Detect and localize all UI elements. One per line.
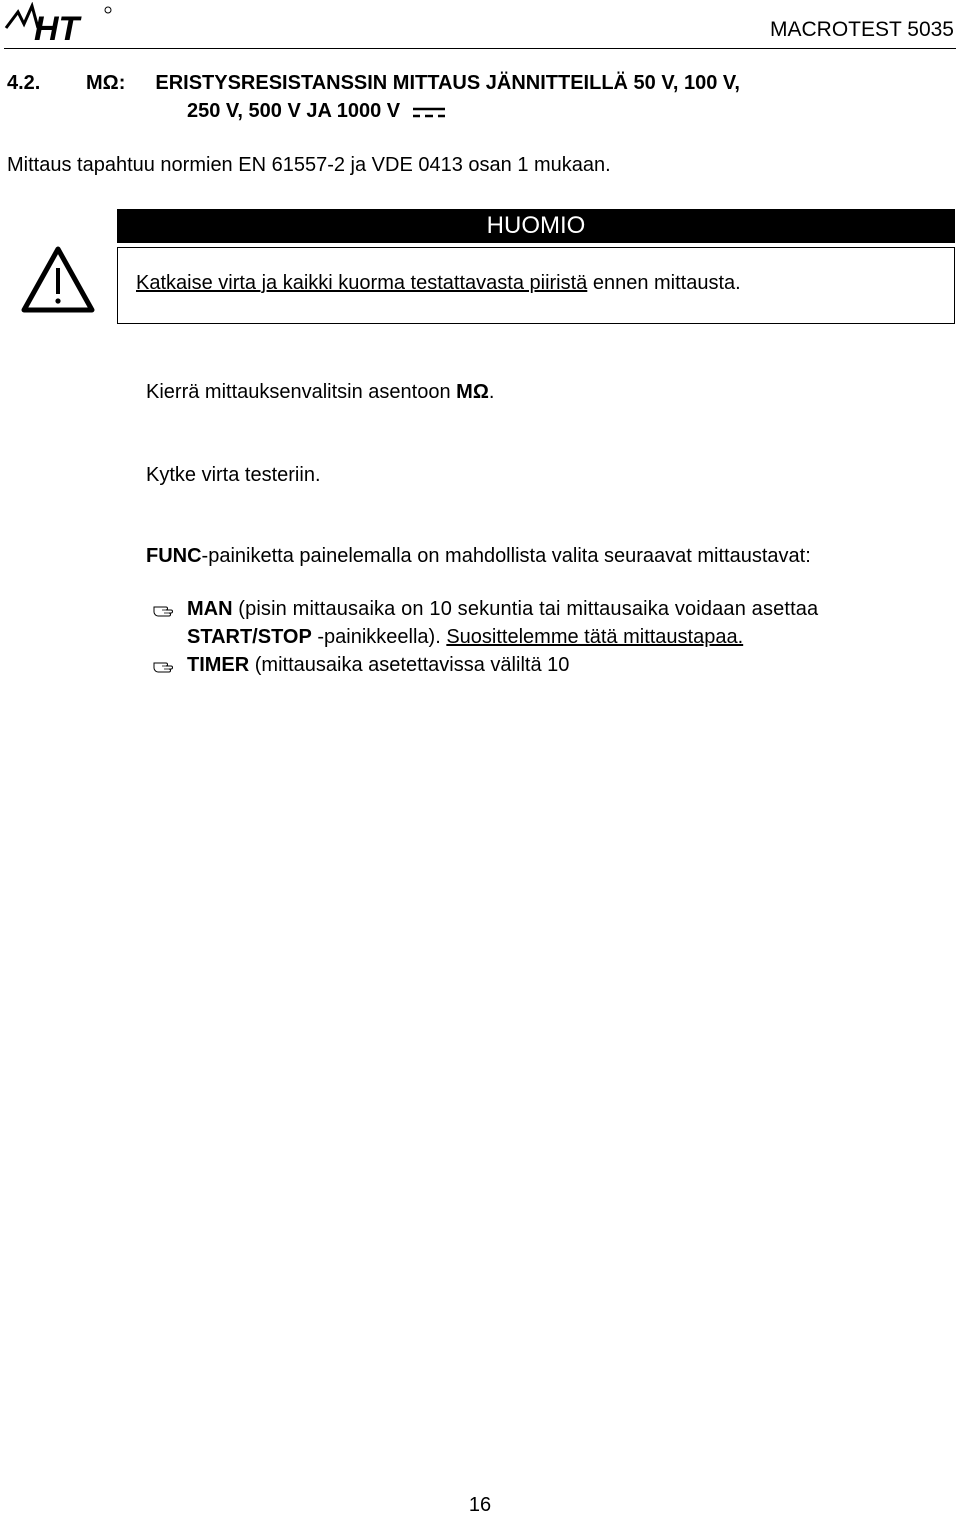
- step-func: [146, 545, 811, 568]
- func-text: -painiketta painelemalla on mahdollista valita seuraavat mittaustavat:: [201, 545, 811, 567]
- step-rotate-symbol: MΩ: [456, 381, 489, 403]
- mode-timer-text: (mittausaika asetettavissa väliltä 10: [249, 654, 570, 676]
- section-title-text-2: 250 V, 500 V JA 1000 V: [187, 100, 401, 122]
- step-rotate-suffix: .: [488, 381, 495, 403]
- mode-man-key: MAN: [187, 598, 233, 620]
- section-number: 4.2.: [7, 72, 41, 94]
- warning-triangle-icon: [20, 244, 96, 314]
- func-key-label: FUNC: [146, 545, 202, 567]
- mode-man-line2: [187, 626, 743, 649]
- step-rotate-selector: [146, 381, 494, 404]
- pointing-hand-icon: [153, 659, 175, 673]
- page-number: 16: [468, 1494, 492, 1516]
- step-power-on: Kytke virta testeriin.: [146, 464, 321, 486]
- model-name: MACROTEST 5035: [769, 18, 954, 41]
- intro-text: Mittaus tapahtuu normien EN 61557-2 ja VDE 0413 osan 1 mukaan.: [7, 154, 611, 176]
- section-symbol: MΩ:: [86, 72, 126, 94]
- mode-man-text-2: -painikkeella).: [311, 626, 447, 648]
- warning-text-underlined: Katkaise virta ja kaikki kuorma testattavasta piiristä: [136, 272, 588, 294]
- section-title-line2: [187, 100, 446, 123]
- mode-man-recommendation: Suosittelemme tätä mittaustapaa.: [446, 626, 744, 648]
- warning-text: [136, 272, 741, 295]
- header-divider: [4, 48, 956, 49]
- warning-text-rest: ennen mittausta.: [587, 272, 741, 294]
- ht-logo-text: HT: [34, 10, 80, 46]
- section-title-text: ERISTYSRESISTANSSIN MITTAUS JÄNNITTEILLÄ 50 V, 100 V,: [155, 72, 740, 94]
- mode-timer: [187, 654, 569, 677]
- mode-man-text: (pisin mittausaika on 10 sekuntia tai mittausaika voidaan asettaa: [232, 598, 819, 620]
- warning-heading: HUOMIO: [117, 209, 955, 243]
- section-title-line1: [86, 72, 740, 95]
- dc-voltage-icon: [412, 105, 446, 119]
- ht-logo: [4, 2, 112, 46]
- step-rotate-text: Kierrä mittauksenvalitsin asentoon: [146, 381, 457, 403]
- mode-man-line1: [187, 598, 818, 621]
- mode-timer-key: TIMER: [187, 654, 250, 676]
- pointing-hand-icon: [153, 603, 175, 617]
- start-stop-key-label: START/STOP: [187, 626, 312, 648]
